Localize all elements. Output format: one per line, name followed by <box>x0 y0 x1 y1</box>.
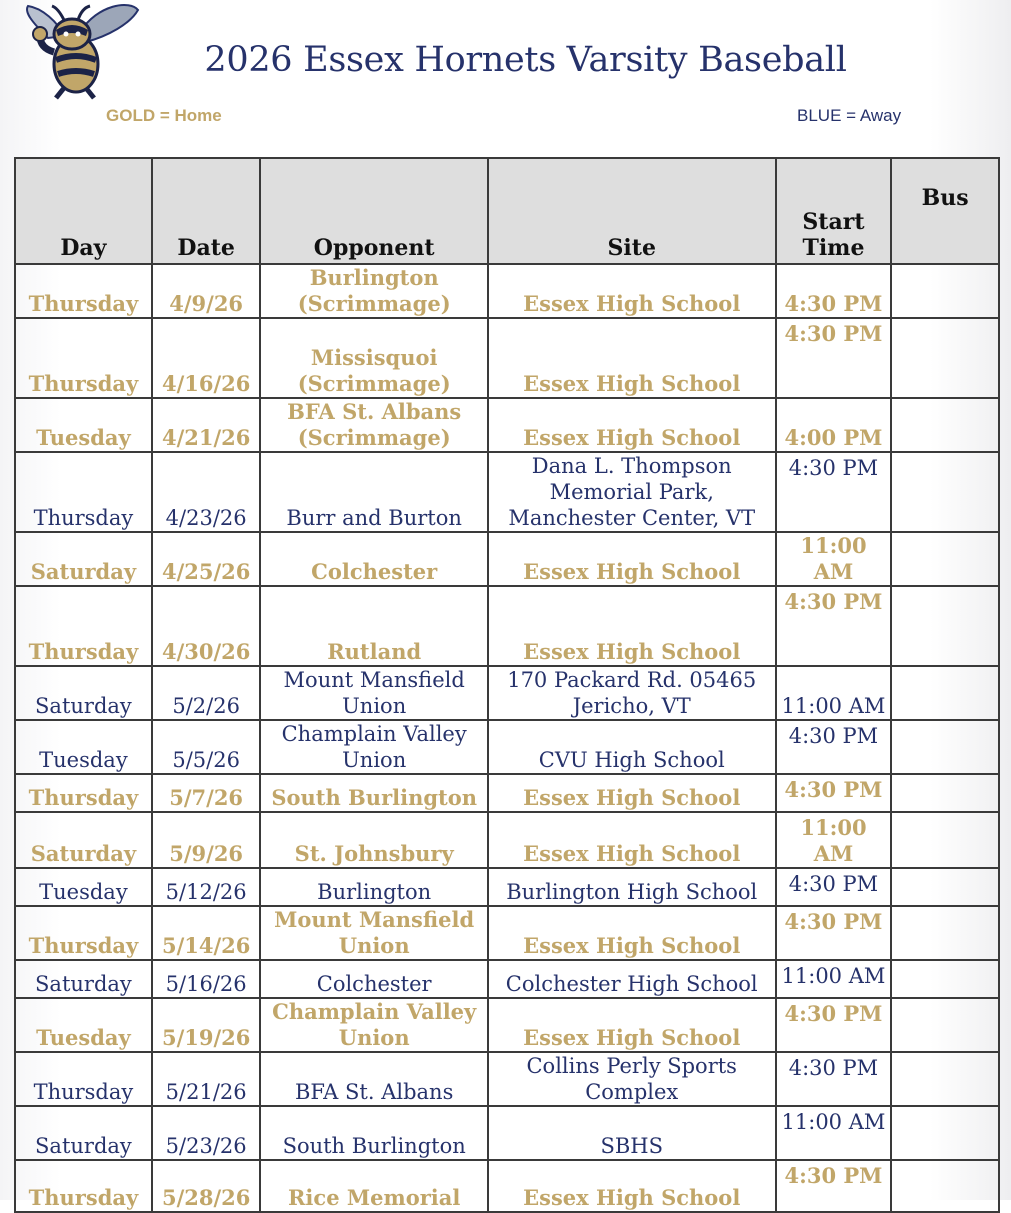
cell-site: SBHS <box>488 1106 776 1160</box>
cell-opponent: Missisquoi (Scrimmage) <box>260 318 487 398</box>
cell-start-time: 4:30 PM <box>776 586 892 666</box>
legend-away: BLUE = Away <box>797 106 902 125</box>
cell-date: 4/25/26 <box>152 532 261 586</box>
cell-start-time: 4:30 PM <box>776 998 892 1052</box>
cell-opponent: South Burlington <box>260 774 487 812</box>
cell-start-time: 4:30 PM <box>776 906 892 960</box>
cell-bus <box>891 1106 999 1160</box>
table-row <box>15 452 999 532</box>
cell-site: Essex High School <box>488 812 776 868</box>
cell-day: Thursday <box>15 264 152 318</box>
column-header-day: Day <box>15 158 152 264</box>
cell-opponent: BFA St. Albans (Scrimmage) <box>260 398 487 452</box>
cell-bus <box>891 264 999 318</box>
cell-opponent: Burlington <box>260 868 487 906</box>
cell-date: 5/28/26 <box>152 1160 261 1212</box>
table-row <box>15 1052 999 1106</box>
cell-day: Saturday <box>15 960 152 998</box>
cell-date: 5/2/26 <box>152 666 261 720</box>
cell-day: Thursday <box>15 1160 152 1212</box>
cell-site: Colchester High School <box>488 960 776 998</box>
cell-bus <box>891 774 999 812</box>
cell-day: Tuesday <box>15 868 152 906</box>
cell-bus <box>891 1052 999 1106</box>
header-row <box>15 158 999 264</box>
cell-site: Essex High School <box>488 318 776 398</box>
cell-site: Essex High School <box>488 586 776 666</box>
cell-day: Thursday <box>15 774 152 812</box>
table-row <box>15 812 999 868</box>
cell-start-time: 11:00 AM <box>776 1106 892 1160</box>
table-row <box>15 318 999 398</box>
cell-date: 5/23/26 <box>152 1106 261 1160</box>
cell-opponent: St. Johnsbury <box>260 812 487 868</box>
table-row <box>15 960 999 998</box>
cell-site: Dana L. Thompson Memorial Park, Manchester Center, VT <box>488 452 776 532</box>
cell-bus <box>891 906 999 960</box>
cell-start-time: 11:00 AM <box>776 532 892 586</box>
cell-date: 5/16/26 <box>152 960 261 998</box>
cell-opponent: Mount Mansfield Union <box>260 906 487 960</box>
table-row <box>15 264 999 318</box>
cell-site: Essex High School <box>488 998 776 1052</box>
cell-day: Thursday <box>15 318 152 398</box>
cell-date: 4/30/26 <box>152 586 261 666</box>
table-row <box>15 720 999 774</box>
cell-date: 5/9/26 <box>152 812 261 868</box>
table-row <box>15 774 999 812</box>
cell-opponent: Champlain Valley Union <box>260 720 487 774</box>
table-row <box>15 998 999 1052</box>
cell-start-time: 4:30 PM <box>776 1160 892 1212</box>
cell-site: 170 Packard Rd. 05465 Jericho, VT <box>488 666 776 720</box>
cell-start-time: 4:30 PM <box>776 318 892 398</box>
cell-date: 4/23/26 <box>152 452 261 532</box>
cell-opponent: Rice Memorial <box>260 1160 487 1212</box>
table-row <box>15 1106 999 1160</box>
table-row <box>15 666 999 720</box>
cell-date: 4/21/26 <box>152 398 261 452</box>
cell-opponent: Burlington (Scrimmage) <box>260 264 487 318</box>
cell-day: Saturday <box>15 812 152 868</box>
cell-date: 4/16/26 <box>152 318 261 398</box>
cell-opponent: Colchester <box>260 960 487 998</box>
cell-date: 5/7/26 <box>152 774 261 812</box>
cell-start-time: 11:00 AM <box>776 960 892 998</box>
column-header-bus: Bus <box>891 158 999 264</box>
cell-bus <box>891 868 999 906</box>
table-row <box>15 398 999 452</box>
cell-start-time: 11:00 AM <box>776 666 892 720</box>
table-row <box>15 906 999 960</box>
cell-site: Essex High School <box>488 398 776 452</box>
cell-date: 5/5/26 <box>152 720 261 774</box>
cell-day: Thursday <box>15 452 152 532</box>
cell-opponent: South Burlington <box>260 1106 487 1160</box>
cell-bus <box>891 998 999 1052</box>
cell-date: 5/21/26 <box>152 1052 261 1106</box>
cell-day: Thursday <box>15 906 152 960</box>
cell-day: Saturday <box>15 666 152 720</box>
schedule-table <box>14 157 1000 1213</box>
cell-bus <box>891 720 999 774</box>
cell-start-time: 4:00 PM <box>776 398 892 452</box>
column-header-start-time: Start Time <box>776 158 892 264</box>
cell-bus <box>891 666 999 720</box>
cell-day: Saturday <box>15 532 152 586</box>
cell-bus <box>891 318 999 398</box>
column-header-opponent: Opponent <box>260 158 487 264</box>
cell-bus <box>891 1160 999 1212</box>
cell-date: 4/9/26 <box>152 264 261 318</box>
schedule-body <box>15 264 999 1212</box>
page-title: 2026 Essex Hornets Varsity Baseball <box>204 40 847 80</box>
table-row <box>15 1160 999 1212</box>
cell-bus <box>891 812 999 868</box>
cell-site: Burlington High School <box>488 868 776 906</box>
cell-start-time: 4:30 PM <box>776 774 892 812</box>
cell-day: Tuesday <box>15 398 152 452</box>
cell-site: Essex High School <box>488 264 776 318</box>
table-row <box>15 868 999 906</box>
cell-bus <box>891 532 999 586</box>
cell-opponent: BFA St. Albans <box>260 1052 487 1106</box>
column-header-date: Date <box>152 158 261 264</box>
cell-bus <box>891 960 999 998</box>
cell-site: Essex High School <box>488 1160 776 1212</box>
table-row <box>15 586 999 666</box>
column-header-site: Site <box>488 158 776 264</box>
table-row <box>15 532 999 586</box>
cell-day: Tuesday <box>15 998 152 1052</box>
cell-site: Collins Perly Sports Complex <box>488 1052 776 1106</box>
cell-date: 5/19/26 <box>152 998 261 1052</box>
cell-day: Thursday <box>15 586 152 666</box>
cell-start-time: 4:30 PM <box>776 1052 892 1106</box>
cell-opponent: Colchester <box>260 532 487 586</box>
cell-date: 5/14/26 <box>152 906 261 960</box>
cell-opponent: Champlain Valley Union <box>260 998 487 1052</box>
cell-opponent: Rutland <box>260 586 487 666</box>
legend-home: GOLD = Home <box>106 106 222 125</box>
cell-day: Saturday <box>15 1106 152 1160</box>
cell-site: Essex High School <box>488 774 776 812</box>
cell-site: Essex High School <box>488 532 776 586</box>
cell-date: 5/12/26 <box>152 868 261 906</box>
cell-bus <box>891 398 999 452</box>
cell-opponent: Burr and Burton <box>260 452 487 532</box>
cell-start-time: 4:30 PM <box>776 720 892 774</box>
cell-bus <box>891 586 999 666</box>
cell-start-time: 4:30 PM <box>776 868 892 906</box>
cell-start-time: 4:30 PM <box>776 264 892 318</box>
cell-start-time: 11:00 AM <box>776 812 892 868</box>
cell-day: Thursday <box>15 1052 152 1106</box>
cell-site: Essex High School <box>488 906 776 960</box>
cell-day: Tuesday <box>15 720 152 774</box>
cell-site: CVU High School <box>488 720 776 774</box>
cell-opponent: Mount Mansfield Union <box>260 666 487 720</box>
cell-bus <box>891 452 999 532</box>
cell-start-time: 4:30 PM <box>776 452 892 532</box>
